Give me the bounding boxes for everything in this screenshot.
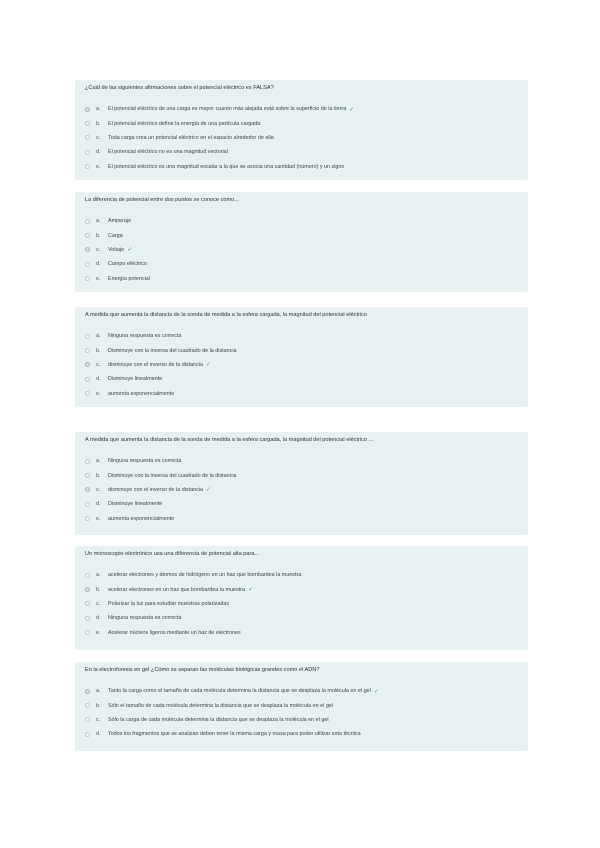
question-text: En la electroforesis en gel ¿Cómo se separan las moléculas biológicas grandes como el ADN? — [85, 667, 320, 673]
option-text: aumenta exponencialmente — [108, 515, 175, 522]
radio-button[interactable] — [85, 459, 90, 464]
radio-button[interactable] — [85, 121, 90, 126]
option-text: Polarizar la luz para estudiar muestras polarizadas — [108, 600, 230, 607]
question-text: La diferencia de potencial entre dos puntos se conoce como... — [85, 197, 239, 203]
radio-button[interactable] — [85, 334, 90, 339]
option-letter: e. — [96, 515, 101, 522]
option-text: Disminuye con la inversa del cuadrado de la distancia — [108, 472, 237, 479]
option-letter: c. — [96, 716, 101, 723]
option-letter: c. — [96, 361, 101, 368]
radio-button[interactable] — [85, 377, 90, 382]
option-text: Disminuye linealmente — [108, 376, 163, 383]
option-letter: b. — [96, 472, 101, 479]
radio-button[interactable] — [85, 150, 90, 155]
option-text: Carga — [108, 232, 123, 239]
option-a[interactable] — [85, 568, 528, 582]
options-list — [85, 568, 528, 640]
option-d[interactable] — [85, 145, 528, 159]
option-letter: e. — [96, 275, 101, 282]
option-letter: a. — [96, 106, 101, 113]
option-text: aumenta exponencialmente — [108, 390, 175, 397]
option-text: disminuye con el inverso de la distancia — [108, 361, 203, 368]
options-list — [85, 454, 528, 526]
radio-button[interactable] — [85, 516, 90, 521]
option-d[interactable] — [85, 257, 528, 271]
radio-button[interactable] — [85, 703, 90, 708]
question-text: ¿Cuál de las siguientes afirmaciones sobre el potencial eléctrico es FALSA? — [85, 85, 274, 91]
check-icon: ✓ — [373, 688, 379, 695]
option-text: Amperaje — [108, 218, 132, 225]
radio-button[interactable] — [85, 717, 90, 722]
option-letter: a. — [96, 218, 101, 225]
options-list — [85, 329, 528, 401]
radio-button[interactable] — [85, 362, 90, 367]
option-c[interactable] — [85, 597, 528, 611]
option-letter: c. — [96, 486, 101, 493]
option-e[interactable] — [85, 387, 528, 401]
option-letter: d. — [96, 149, 101, 156]
option-text: Campo eléctrico — [108, 261, 147, 268]
check-icon: ✓ — [206, 362, 212, 369]
option-d[interactable] — [85, 497, 528, 511]
radio-button[interactable] — [85, 348, 90, 353]
option-letter: c. — [96, 134, 101, 141]
option-b[interactable] — [85, 116, 528, 130]
option-text: Ninguna respuesta es correcta — [108, 615, 182, 622]
check-icon: ✓ — [206, 487, 212, 494]
option-a[interactable] — [85, 684, 528, 698]
option-letter: a. — [96, 458, 101, 465]
option-letter: e. — [96, 163, 101, 170]
option-letter: a. — [96, 572, 101, 579]
option-text: Acelerar núcleos ligeros mediante un haz de electrones — [108, 629, 241, 636]
option-letter: d. — [96, 731, 101, 738]
radio-button[interactable] — [85, 219, 90, 224]
option-text: Tanto la carga como el tamaño de cada molécula determina la distancia que se desplaza la molécula en el gel — [108, 688, 371, 695]
check-icon: ✓ — [247, 587, 253, 594]
radio-button[interactable] — [85, 630, 90, 635]
option-letter: b. — [96, 232, 101, 239]
option-text: Todos los fragmentos que se analizan deben tener la misma carga y masa para poder utilizar esta técnica — [108, 731, 361, 738]
radio-button[interactable] — [85, 616, 90, 621]
radio-button[interactable] — [85, 473, 90, 478]
option-c[interactable] — [85, 358, 528, 372]
question-card-5 — [75, 546, 528, 650]
option-letter: b. — [96, 586, 101, 593]
option-b[interactable] — [85, 698, 528, 712]
radio-button[interactable] — [85, 164, 90, 169]
option-letter: c. — [96, 246, 101, 253]
option-letter: d. — [96, 501, 101, 508]
option-letter: e. — [96, 390, 101, 397]
option-c[interactable] — [85, 713, 528, 727]
options-list — [85, 102, 528, 174]
option-text: El potencial eléctrico de una carga es mayor cuanto más alejada está sobre la superficie de la tierra — [108, 106, 347, 113]
option-text: acelerar electrones en un haz que bombardea la muestra — [108, 586, 245, 593]
option-b[interactable] — [85, 582, 528, 596]
option-e[interactable] — [85, 160, 528, 174]
option-a[interactable] — [85, 102, 528, 116]
option-letter: a. — [96, 688, 101, 695]
option-text: Disminuye con la inversa del cuadrado de la distancia — [108, 347, 237, 354]
option-text: Ninguna respuesta es correcta — [108, 333, 182, 340]
option-b[interactable] — [85, 343, 528, 357]
option-letter: a. — [96, 333, 101, 340]
option-text: Energía potencial — [108, 275, 150, 282]
check-icon: ✓ — [349, 106, 355, 113]
option-text: disminuye con el inverso de la distancia — [108, 486, 203, 493]
radio-button[interactable] — [85, 276, 90, 281]
radio-button[interactable] — [85, 601, 90, 606]
option-d[interactable] — [85, 611, 528, 625]
options-list — [85, 684, 528, 742]
option-letter: c. — [96, 600, 101, 607]
option-text: Sólo el tamaño de cada molécula determina la distancia que se desplaza la molécula en el gel — [108, 702, 334, 709]
option-text: Ninguna respuesta es correcta — [108, 458, 182, 465]
option-d[interactable] — [85, 372, 528, 386]
option-a[interactable] — [85, 454, 528, 468]
radio-button[interactable] — [85, 247, 90, 252]
option-c[interactable] — [85, 483, 528, 497]
radio-button[interactable] — [85, 135, 90, 140]
question-card-4 — [75, 432, 528, 535]
check-icon: ✓ — [127, 247, 133, 254]
option-text: Toda carga crea un potencial eléctrico en el espacio alrededor de ella — [108, 134, 274, 141]
option-text: Voltaje — [108, 246, 125, 253]
question-text: A medida que aumenta la distancia de la sonda de medida a la esfera cargada, la magnitud del potencial eléctrico ... — [85, 437, 374, 443]
radio-button[interactable] — [85, 391, 90, 396]
radio-button[interactable] — [85, 689, 90, 694]
option-text: El potencial eléctrico define la energía de una partícula cargada — [108, 120, 261, 127]
option-e[interactable] — [85, 626, 528, 640]
question-text: Un microscopio electrónico usa una diferencia de potencial alta para... — [85, 551, 260, 557]
option-text: El potencial eléctrico es una magnitud escalar a la que se asocia una cantidad (número) y un signo — [108, 163, 345, 170]
question-card-6 — [75, 662, 528, 751]
question-card-1 — [75, 80, 528, 180]
option-letter: b. — [96, 702, 101, 709]
option-text: El potencial eléctrico no es una magnitud vectorial — [108, 149, 228, 156]
radio-button[interactable] — [85, 502, 90, 507]
question-card-3 — [75, 307, 528, 407]
radio-button[interactable] — [85, 573, 90, 578]
option-letter: d. — [96, 261, 101, 268]
option-a[interactable] — [85, 214, 528, 228]
radio-button[interactable] — [85, 262, 90, 267]
option-letter: e. — [96, 629, 101, 636]
option-d[interactable] — [85, 727, 528, 741]
options-list — [85, 214, 528, 286]
radio-button[interactable] — [85, 732, 90, 737]
option-e[interactable] — [85, 272, 528, 286]
option-letter: d. — [96, 376, 101, 383]
radio-button[interactable] — [85, 107, 90, 112]
radio-button[interactable] — [85, 587, 90, 592]
option-b[interactable] — [85, 228, 528, 242]
question-card-2 — [75, 192, 528, 292]
option-a[interactable] — [85, 329, 528, 343]
option-e[interactable] — [85, 512, 528, 526]
option-letter: b. — [96, 347, 101, 354]
option-letter: b. — [96, 120, 101, 127]
radio-button[interactable] — [85, 487, 90, 492]
option-c[interactable] — [85, 131, 528, 145]
option-b[interactable] — [85, 468, 528, 482]
option-text: acelerar electrones y átomos de hidrógeno en un haz que bombardea la muestra — [108, 572, 302, 579]
question-text: A medida que aumenta la distancia de la sonda de medida a la esfera cargada, la magnitud del potencial eléctrico — [85, 312, 368, 318]
option-text: Sólo la carga de cada molécula determina la distancia que se desplaza la molécula en el gel — [108, 716, 329, 723]
option-letter: d. — [96, 615, 101, 622]
option-c[interactable] — [85, 243, 528, 257]
radio-button[interactable] — [85, 233, 90, 238]
option-text: Disminuye linealmente — [108, 501, 163, 508]
